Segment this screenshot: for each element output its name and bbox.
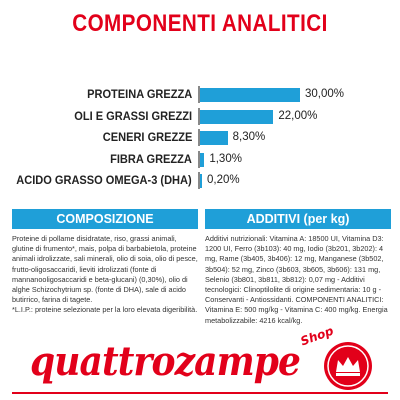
analysis-value: 30,00% (305, 88, 345, 100)
brand-name: quattrozampe (30, 338, 301, 385)
analysis-row (0, 170, 400, 192)
composizione-text-block (12, 234, 198, 316)
analysis-value: 1,30% (209, 152, 242, 165)
analysis-label: FIBRA GREZZA (110, 151, 192, 166)
analysis-row (0, 127, 400, 149)
analysis-value: 0,20% (207, 174, 240, 186)
composizione-text: Proteine di pollame disidratate, riso, grassi animali, glutine di frumento*, mais, polpa di barbabietola, proteine animali idrolizzate, sali minerali, olio di soia, olio di pesce, frutto-oligosaccaridi, lieviti idrolizzati (fonte di mannanooligosaccaridi e beta-glucani) (0,30%), olio di alghe Schizochytrium sp. (fonte di DHA), sale di acido butirrico, farina di tagete. (12, 234, 198, 305)
analysis-chart (0, 84, 400, 192)
analysis-row (0, 149, 400, 171)
analysis-label: PROTEINA GREZZA (86, 87, 192, 101)
analysis-label: CENERI GREZZE (102, 130, 192, 144)
analysis-label: OLI E GRASSI GREZZI (74, 108, 192, 123)
bottom-divider (12, 392, 388, 394)
additivi-text-block (205, 234, 391, 326)
composizione-header: COMPOSIZIONE (12, 209, 198, 229)
analysis-bar (200, 110, 273, 124)
additivi-header: ADDITIVI (per kg) (205, 209, 391, 229)
analysis-bar (200, 153, 204, 167)
page-title: COMPONENTI ANALITICI (72, 10, 328, 37)
analysis-bar (200, 174, 202, 188)
analysis-value: 22,00% (278, 109, 318, 122)
shop-label: Shop (298, 323, 336, 349)
analysis-bar (200, 131, 228, 145)
composizione-footnote: *L.I.P.: proteine selezionate per la loro elevata digeribilità. (12, 305, 198, 315)
analysis-bar (200, 88, 300, 102)
additivi-text: Additivi nutrizionali: Vitamina A: 18500 UI, Vitamina D3: 1200 UI, Ferro (3b103): 40 mg, Iodio (3b201, 3b202): 4 mg, Rame (3b405, 3b406): 12 mg, Manganese (3b502, 3b504): 52 mg, Zinco (3b603, 3b605, 3b606): 131 mg, Selenio (3b801, 3b811, 3b812): 0,07 mg - Additivi tecnologici: Clinoptilolite di origine sedimentaria: 10 g - Conservanti - Antiossidanti. COMPONENTI ANALITICI: Vitamina E: 500 mg/kg - Vitamina C: 400 mg/kg. Energia metabolizzabile: 4216 kcal/kg. (205, 234, 388, 325)
analysis-label: ACIDO GRASSO OMEGA-3 (DHA) (16, 173, 192, 187)
analysis-row (0, 106, 400, 128)
analysis-row (0, 84, 400, 106)
crown-logo-icon (322, 340, 374, 392)
analysis-value: 8,30% (232, 131, 266, 143)
